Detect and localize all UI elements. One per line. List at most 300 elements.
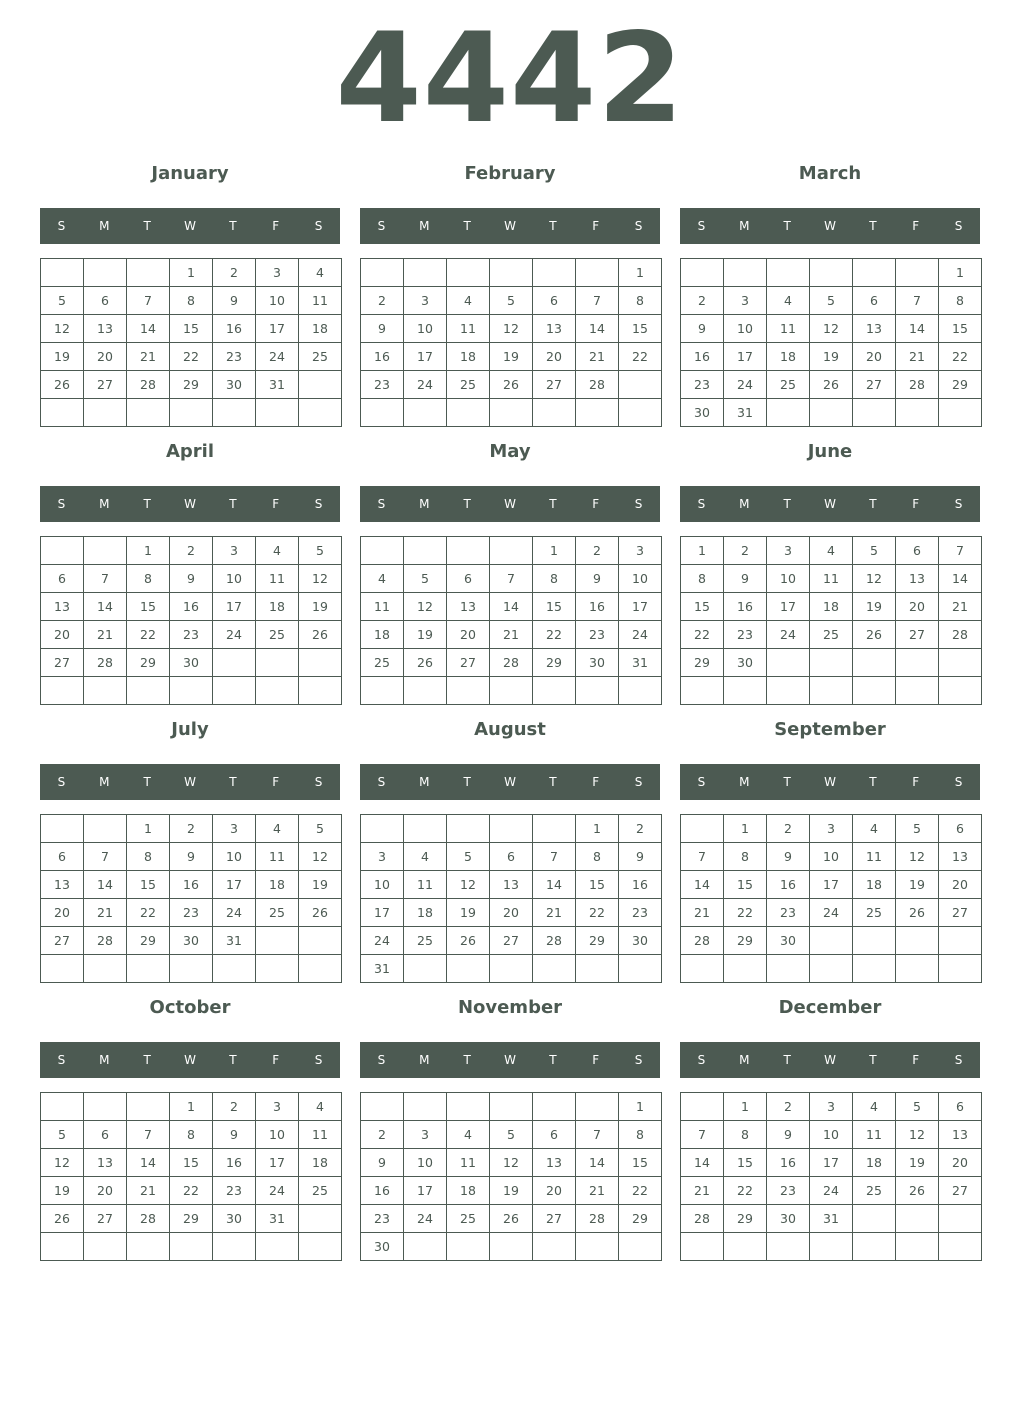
day-cell — [810, 927, 853, 955]
weekday-header — [680, 1042, 980, 1078]
day-cell: 6 — [896, 537, 939, 565]
day-cell: 12 — [41, 315, 84, 343]
weekday-label: T — [869, 497, 877, 511]
weekday-label: S — [697, 1053, 706, 1067]
day-cell: 23 — [681, 371, 724, 399]
day-cell — [896, 1233, 939, 1261]
day-cell: 11 — [299, 1121, 342, 1149]
day-cell: 15 — [681, 593, 724, 621]
day-cell: 17 — [767, 593, 810, 621]
day-cell: 20 — [447, 621, 490, 649]
day-cell: 22 — [576, 899, 619, 927]
weekday-label: T — [549, 497, 557, 511]
day-cell: 31 — [810, 1205, 853, 1233]
day-cell: 16 — [170, 871, 213, 899]
weekday-label: M — [419, 219, 430, 233]
weekday-label: S — [954, 1053, 963, 1067]
day-cell — [299, 649, 342, 677]
day-cell: 4 — [853, 815, 896, 843]
day-cell: 16 — [361, 1177, 404, 1205]
day-cell: 23 — [170, 621, 213, 649]
day-cell: 29 — [619, 1205, 662, 1233]
week-row — [41, 399, 342, 427]
day-cell — [299, 371, 342, 399]
day-cell: 17 — [404, 343, 447, 371]
day-cell — [41, 677, 84, 705]
weekday-label: M — [739, 219, 750, 233]
day-cell: 22 — [619, 343, 662, 371]
weekday-label: M — [419, 775, 430, 789]
day-grid — [680, 258, 982, 427]
week-row — [681, 1205, 982, 1233]
day-cell: 23 — [767, 899, 810, 927]
day-cell: 4 — [447, 1121, 490, 1149]
week-row — [41, 843, 342, 871]
day-cell — [447, 955, 490, 983]
day-cell: 4 — [447, 287, 490, 315]
weekday-label: M — [419, 497, 430, 511]
day-cell: 30 — [170, 649, 213, 677]
week-row — [361, 1205, 662, 1233]
day-cell: 6 — [533, 287, 576, 315]
day-cell — [767, 955, 810, 983]
day-cell: 23 — [767, 1177, 810, 1205]
day-cell: 26 — [299, 899, 342, 927]
day-cell — [490, 1093, 533, 1121]
day-cell — [896, 649, 939, 677]
day-cell: 28 — [490, 649, 533, 677]
day-cell: 12 — [810, 315, 853, 343]
week-row — [681, 565, 982, 593]
day-cell: 21 — [681, 899, 724, 927]
weekday-header — [680, 486, 980, 522]
day-cell: 9 — [767, 843, 810, 871]
day-cell: 20 — [939, 1149, 982, 1177]
week-row — [41, 1121, 342, 1149]
day-cell — [404, 399, 447, 427]
weekday-label: F — [592, 497, 600, 511]
weekday-label: W — [824, 219, 836, 233]
day-cell: 17 — [256, 315, 299, 343]
day-cell: 26 — [896, 1177, 939, 1205]
day-cell — [619, 677, 662, 705]
day-cell: 30 — [767, 927, 810, 955]
day-cell: 21 — [127, 343, 170, 371]
day-cell: 10 — [810, 843, 853, 871]
day-cell: 7 — [127, 287, 170, 315]
day-cell — [299, 399, 342, 427]
week-row — [681, 287, 982, 315]
day-cell: 25 — [447, 1205, 490, 1233]
day-cell: 17 — [810, 1149, 853, 1177]
month-name: November — [457, 997, 563, 1018]
day-cell — [533, 1093, 576, 1121]
day-cell: 13 — [447, 593, 490, 621]
day-cell: 1 — [170, 1093, 213, 1121]
day-cell: 22 — [127, 621, 170, 649]
day-cell: 22 — [724, 1177, 767, 1205]
day-cell: 24 — [404, 1205, 447, 1233]
day-cell: 28 — [127, 371, 170, 399]
day-cell: 28 — [84, 927, 127, 955]
day-cell — [447, 399, 490, 427]
month-name: August — [474, 719, 546, 740]
day-cell — [447, 815, 490, 843]
day-cell: 20 — [490, 899, 533, 927]
day-cell — [533, 259, 576, 287]
day-cell: 25 — [853, 899, 896, 927]
weekday-label: T — [869, 775, 877, 789]
day-cell — [256, 649, 299, 677]
day-cell: 25 — [299, 343, 342, 371]
day-cell: 5 — [299, 537, 342, 565]
day-cell: 24 — [213, 899, 256, 927]
day-cell: 3 — [810, 1093, 853, 1121]
day-cell: 14 — [84, 871, 127, 899]
day-cell — [361, 537, 404, 565]
day-cell: 27 — [41, 927, 84, 955]
day-cell — [810, 955, 853, 983]
day-cell: 24 — [724, 371, 767, 399]
day-cell — [299, 677, 342, 705]
day-cell: 6 — [533, 1121, 576, 1149]
day-cell — [404, 815, 447, 843]
day-cell: 28 — [127, 1205, 170, 1233]
day-cell — [213, 677, 256, 705]
day-cell: 4 — [361, 565, 404, 593]
month-name: December — [778, 997, 882, 1018]
day-cell: 3 — [404, 287, 447, 315]
day-cell — [127, 259, 170, 287]
day-cell — [767, 1233, 810, 1261]
day-cell: 5 — [404, 565, 447, 593]
day-cell: 14 — [681, 871, 724, 899]
day-cell: 10 — [256, 287, 299, 315]
day-cell: 19 — [447, 899, 490, 927]
day-cell: 13 — [896, 565, 939, 593]
week-row — [41, 927, 342, 955]
day-grid — [40, 1092, 342, 1261]
week-row — [361, 537, 662, 565]
week-row — [361, 843, 662, 871]
day-cell: 30 — [724, 649, 767, 677]
day-cell: 21 — [127, 1177, 170, 1205]
week-row — [41, 1177, 342, 1205]
day-cell: 27 — [84, 1205, 127, 1233]
day-cell: 4 — [853, 1093, 896, 1121]
day-cell: 4 — [299, 259, 342, 287]
day-cell: 19 — [41, 1177, 84, 1205]
day-cell: 17 — [361, 899, 404, 927]
day-cell — [939, 955, 982, 983]
day-cell: 12 — [404, 593, 447, 621]
day-cell: 20 — [533, 1177, 576, 1205]
day-cell — [41, 1233, 84, 1261]
day-cell: 17 — [619, 593, 662, 621]
week-row — [361, 343, 662, 371]
day-cell: 27 — [84, 371, 127, 399]
day-cell: 6 — [490, 843, 533, 871]
day-cell: 14 — [939, 565, 982, 593]
day-cell — [767, 677, 810, 705]
day-cell: 23 — [170, 899, 213, 927]
day-cell: 6 — [853, 287, 896, 315]
day-cell: 4 — [256, 537, 299, 565]
day-cell: 6 — [84, 1121, 127, 1149]
day-cell: 13 — [490, 871, 533, 899]
week-row — [361, 815, 662, 843]
day-cell: 23 — [724, 621, 767, 649]
month-name: June — [807, 441, 853, 462]
day-cell: 3 — [724, 287, 767, 315]
weekday-label: F — [272, 497, 280, 511]
day-cell — [127, 955, 170, 983]
day-cell: 3 — [213, 537, 256, 565]
day-cell — [619, 371, 662, 399]
day-cell — [404, 955, 447, 983]
day-cell: 31 — [619, 649, 662, 677]
day-cell: 15 — [533, 593, 576, 621]
weekday-label: T — [229, 1053, 237, 1067]
day-cell — [490, 259, 533, 287]
day-cell: 17 — [810, 871, 853, 899]
weekday-label: F — [912, 497, 920, 511]
day-cell: 7 — [490, 565, 533, 593]
day-cell: 9 — [213, 287, 256, 315]
day-cell — [853, 1233, 896, 1261]
day-cell: 14 — [127, 1149, 170, 1177]
day-cell: 18 — [853, 1149, 896, 1177]
day-cell: 21 — [533, 899, 576, 927]
weekday-label: W — [184, 1053, 196, 1067]
day-cell: 17 — [404, 1177, 447, 1205]
week-row — [41, 677, 342, 705]
weekday-label: T — [783, 497, 791, 511]
day-cell: 2 — [361, 287, 404, 315]
week-row — [361, 287, 662, 315]
weekday-label: S — [57, 219, 66, 233]
day-cell: 27 — [490, 927, 533, 955]
week-row — [41, 621, 342, 649]
day-cell: 19 — [896, 871, 939, 899]
day-cell: 15 — [127, 593, 170, 621]
day-cell: 26 — [490, 371, 533, 399]
day-cell: 14 — [576, 1149, 619, 1177]
day-cell: 22 — [724, 899, 767, 927]
day-cell: 27 — [41, 649, 84, 677]
week-row — [361, 371, 662, 399]
day-cell: 19 — [490, 1177, 533, 1205]
day-cell — [939, 927, 982, 955]
day-cell: 14 — [127, 315, 170, 343]
week-row — [681, 1121, 982, 1149]
day-cell — [447, 1093, 490, 1121]
day-cell: 19 — [299, 593, 342, 621]
day-cell — [170, 1233, 213, 1261]
day-cell — [853, 1205, 896, 1233]
day-cell: 30 — [767, 1205, 810, 1233]
weekday-label: F — [592, 775, 600, 789]
day-cell: 3 — [810, 815, 853, 843]
day-cell: 15 — [619, 1149, 662, 1177]
day-cell: 1 — [170, 259, 213, 287]
day-cell: 29 — [724, 1205, 767, 1233]
weekday-label: M — [99, 219, 110, 233]
day-cell: 6 — [939, 815, 982, 843]
week-row — [361, 677, 662, 705]
week-row — [361, 315, 662, 343]
weekday-label: W — [504, 1053, 516, 1067]
day-cell: 24 — [361, 927, 404, 955]
day-cell: 25 — [361, 649, 404, 677]
day-cell — [724, 955, 767, 983]
day-cell: 4 — [299, 1093, 342, 1121]
day-cell — [810, 399, 853, 427]
day-cell: 23 — [619, 899, 662, 927]
day-cell: 5 — [490, 1121, 533, 1149]
weekday-label: S — [377, 497, 386, 511]
day-cell — [127, 399, 170, 427]
day-cell — [810, 1233, 853, 1261]
week-row — [41, 1149, 342, 1177]
day-grid — [680, 814, 982, 983]
day-cell — [939, 1205, 982, 1233]
day-cell — [681, 259, 724, 287]
day-cell — [447, 537, 490, 565]
day-cell: 19 — [299, 871, 342, 899]
day-cell: 1 — [127, 537, 170, 565]
day-cell: 23 — [213, 1177, 256, 1205]
weekday-label: T — [463, 219, 471, 233]
weekday-header — [680, 764, 980, 800]
week-row — [681, 537, 982, 565]
day-cell — [576, 677, 619, 705]
day-cell: 11 — [299, 287, 342, 315]
day-cell — [767, 259, 810, 287]
day-cell: 11 — [853, 1121, 896, 1149]
week-row — [361, 621, 662, 649]
day-cell: 6 — [84, 287, 127, 315]
week-row — [361, 1177, 662, 1205]
weekday-label: S — [314, 775, 323, 789]
day-cell — [170, 677, 213, 705]
day-cell — [84, 399, 127, 427]
week-row — [681, 871, 982, 899]
week-row — [681, 371, 982, 399]
day-cell: 29 — [939, 371, 982, 399]
day-cell — [256, 399, 299, 427]
day-cell: 1 — [619, 1093, 662, 1121]
day-cell — [361, 399, 404, 427]
day-cell: 9 — [619, 843, 662, 871]
week-row — [361, 593, 662, 621]
day-cell: 9 — [361, 1149, 404, 1177]
day-cell: 30 — [681, 399, 724, 427]
day-cell: 15 — [170, 1149, 213, 1177]
week-row — [361, 927, 662, 955]
week-row — [41, 1233, 342, 1261]
day-cell — [84, 537, 127, 565]
day-cell: 18 — [447, 343, 490, 371]
day-cell: 11 — [256, 565, 299, 593]
day-cell: 24 — [810, 899, 853, 927]
week-row — [681, 927, 982, 955]
day-cell: 5 — [447, 843, 490, 871]
weekday-header — [40, 1042, 340, 1078]
day-cell — [681, 1093, 724, 1121]
week-row — [681, 1093, 982, 1121]
day-cell: 2 — [170, 537, 213, 565]
weekday-label: F — [912, 1053, 920, 1067]
month-name: September — [774, 719, 886, 740]
weekday-header — [360, 1042, 660, 1078]
weekday-label: S — [314, 1053, 323, 1067]
weekday-label: M — [99, 775, 110, 789]
day-cell: 26 — [41, 1205, 84, 1233]
week-row — [681, 315, 982, 343]
day-cell: 8 — [170, 1121, 213, 1149]
day-cell: 12 — [299, 565, 342, 593]
day-cell: 5 — [810, 287, 853, 315]
day-cell — [404, 1233, 447, 1261]
day-cell: 15 — [576, 871, 619, 899]
day-cell: 24 — [767, 621, 810, 649]
weekday-label: T — [229, 497, 237, 511]
weekday-label: S — [634, 497, 643, 511]
week-row — [681, 649, 982, 677]
day-cell: 9 — [170, 843, 213, 871]
day-cell: 26 — [896, 899, 939, 927]
day-cell: 3 — [404, 1121, 447, 1149]
weekday-label: S — [377, 775, 386, 789]
day-cell: 3 — [361, 843, 404, 871]
day-cell — [533, 1233, 576, 1261]
week-row — [41, 259, 342, 287]
day-cell: 12 — [896, 1121, 939, 1149]
day-cell — [810, 259, 853, 287]
day-cell — [447, 677, 490, 705]
day-cell — [490, 677, 533, 705]
week-row — [681, 593, 982, 621]
day-cell: 3 — [256, 259, 299, 287]
weekday-label: S — [634, 1053, 643, 1067]
day-cell: 21 — [576, 1177, 619, 1205]
day-cell — [576, 955, 619, 983]
day-cell: 1 — [724, 1093, 767, 1121]
day-cell: 2 — [213, 1093, 256, 1121]
day-cell: 17 — [724, 343, 767, 371]
month-name: April — [165, 441, 215, 462]
day-cell — [404, 1093, 447, 1121]
weekday-label: S — [377, 219, 386, 233]
day-cell: 3 — [767, 537, 810, 565]
weekday-label: T — [143, 775, 151, 789]
day-cell: 20 — [84, 1177, 127, 1205]
weekday-label: M — [419, 1053, 430, 1067]
day-cell — [490, 399, 533, 427]
day-grid — [40, 258, 342, 427]
weekday-label: S — [954, 219, 963, 233]
day-cell: 16 — [576, 593, 619, 621]
weekday-header — [360, 208, 660, 244]
weekday-header — [40, 208, 340, 244]
day-cell — [41, 537, 84, 565]
weekday-label: T — [143, 219, 151, 233]
day-cell: 6 — [447, 565, 490, 593]
day-cell: 13 — [84, 315, 127, 343]
week-row — [681, 399, 982, 427]
day-cell: 5 — [896, 815, 939, 843]
